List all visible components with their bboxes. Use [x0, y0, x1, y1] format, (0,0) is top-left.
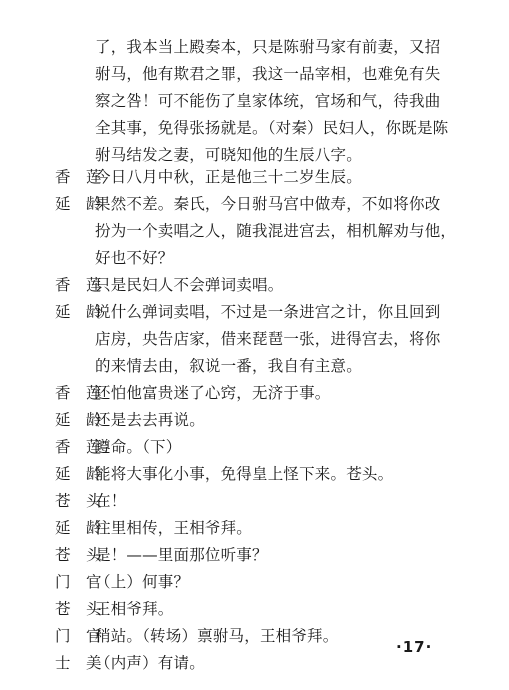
speech-line: 还是去去再说。 [95, 411, 205, 429]
speaker-name: 香 莲 [55, 276, 102, 294]
page-number: ·17· [396, 638, 433, 656]
speech-line: 在！ [95, 492, 127, 510]
speaker-name: 延 龄 [55, 411, 102, 429]
speaker-name: 延 龄 [55, 519, 102, 537]
text-line: 驸马结发之妻，可晓知他的生辰八字。 [95, 146, 362, 164]
speech-line: 能将大事化小事，免得皇上怪下来。苍头。 [95, 465, 394, 483]
dialogue-entry [55, 272, 485, 299]
speaker-name: 士 美 [55, 654, 102, 672]
speaker-name: 门 官 [55, 627, 102, 645]
speech-text [95, 191, 485, 272]
speech-text [95, 569, 485, 596]
speaker-name: 香 莲 [55, 384, 102, 402]
speech-line: 扮为一个卖唱之人，随我混进宫去，相机解劝与他， [95, 222, 457, 240]
speaker-name: 门 官 [55, 573, 102, 591]
speech-line: （内声）有请。 [95, 654, 205, 672]
continued-speech [95, 34, 475, 169]
dialogue-entry [55, 542, 485, 569]
dialogue-entry [55, 380, 485, 407]
speech-line: 只是民妇人不会弹词卖唱。 [95, 276, 284, 294]
speech-text [95, 461, 485, 488]
speaker-name: 苍 头 [55, 600, 102, 618]
speaker-name: 苍 头 [55, 492, 102, 510]
speech-line: 是！——里面那位听事？ [95, 546, 268, 564]
speech-text [95, 380, 485, 407]
speech-text [95, 164, 485, 191]
speaker-name: 延 龄 [55, 195, 102, 213]
speech-text [95, 299, 485, 380]
dialogue-entry [55, 461, 485, 488]
speech-line: 的来情去由，叙说一番，我自有主意。 [95, 357, 362, 375]
text-line: 全其事，免得张扬就是。（对秦）民妇人，你既是陈 [95, 119, 449, 137]
speaker-name: 香 莲 [55, 168, 102, 186]
dialogue-entry [55, 515, 485, 542]
speech-line: 今日八月中秋，正是他三十二岁生辰。 [95, 168, 362, 186]
dialogue-entry [55, 164, 485, 191]
speech-line: 稍站。（转场）禀驸马，王相爷拜。 [95, 627, 339, 645]
speech-text [95, 272, 485, 299]
dialogue-entry [55, 434, 485, 461]
speech-line: 果然不差。秦氏，今日驸马宫中做寿，不如将你改 [95, 195, 441, 213]
dialogue-entry [55, 596, 485, 623]
speaker-name: 延 龄 [55, 303, 102, 321]
dialogue-entry [55, 488, 485, 515]
speech-line: 王相爷拜。 [95, 600, 174, 618]
speech-text [95, 515, 485, 542]
text-line: 驸马，他有欺君之罪，我这一品宰相，也难免有失 [95, 65, 441, 83]
speech-line: 遵命。（下） [95, 438, 182, 456]
speaker-name: 苍 头 [55, 546, 102, 564]
text-line: 察之咎！可不能伤了皇家体统，官场和气，待我曲 [95, 92, 441, 110]
speech-line: 店房，央告店家，借来琵琶一张，进得宫去，将你 [95, 330, 441, 348]
text-line: 了，我本当上殿奏本，只是陈驸马家有前妻，又招 [95, 38, 441, 56]
speech-text [95, 488, 485, 515]
speech-text [95, 407, 485, 434]
speech-line: 说什么弹词卖唱，不过是一条进宫之计，你且回到 [95, 303, 441, 321]
dialogue-entry [55, 407, 485, 434]
dialogue-entry [55, 191, 485, 272]
speech-line: 往里相传，王相爷拜。 [95, 519, 253, 537]
speech-line: 好也不好？ [95, 249, 174, 267]
dialogue-entry [55, 299, 485, 380]
dialogue-list [55, 164, 485, 677]
speech-text [95, 434, 485, 461]
speech-text [95, 542, 485, 569]
dialogue-entry [55, 569, 485, 596]
speech-text [95, 596, 485, 623]
speech-line: 还怕他富贵迷了心窍，无济于事。 [95, 384, 331, 402]
speaker-name: 延 龄 [55, 465, 102, 483]
speech-line: （上）何事？ [95, 573, 190, 591]
speaker-name: 香 莲 [55, 438, 102, 456]
